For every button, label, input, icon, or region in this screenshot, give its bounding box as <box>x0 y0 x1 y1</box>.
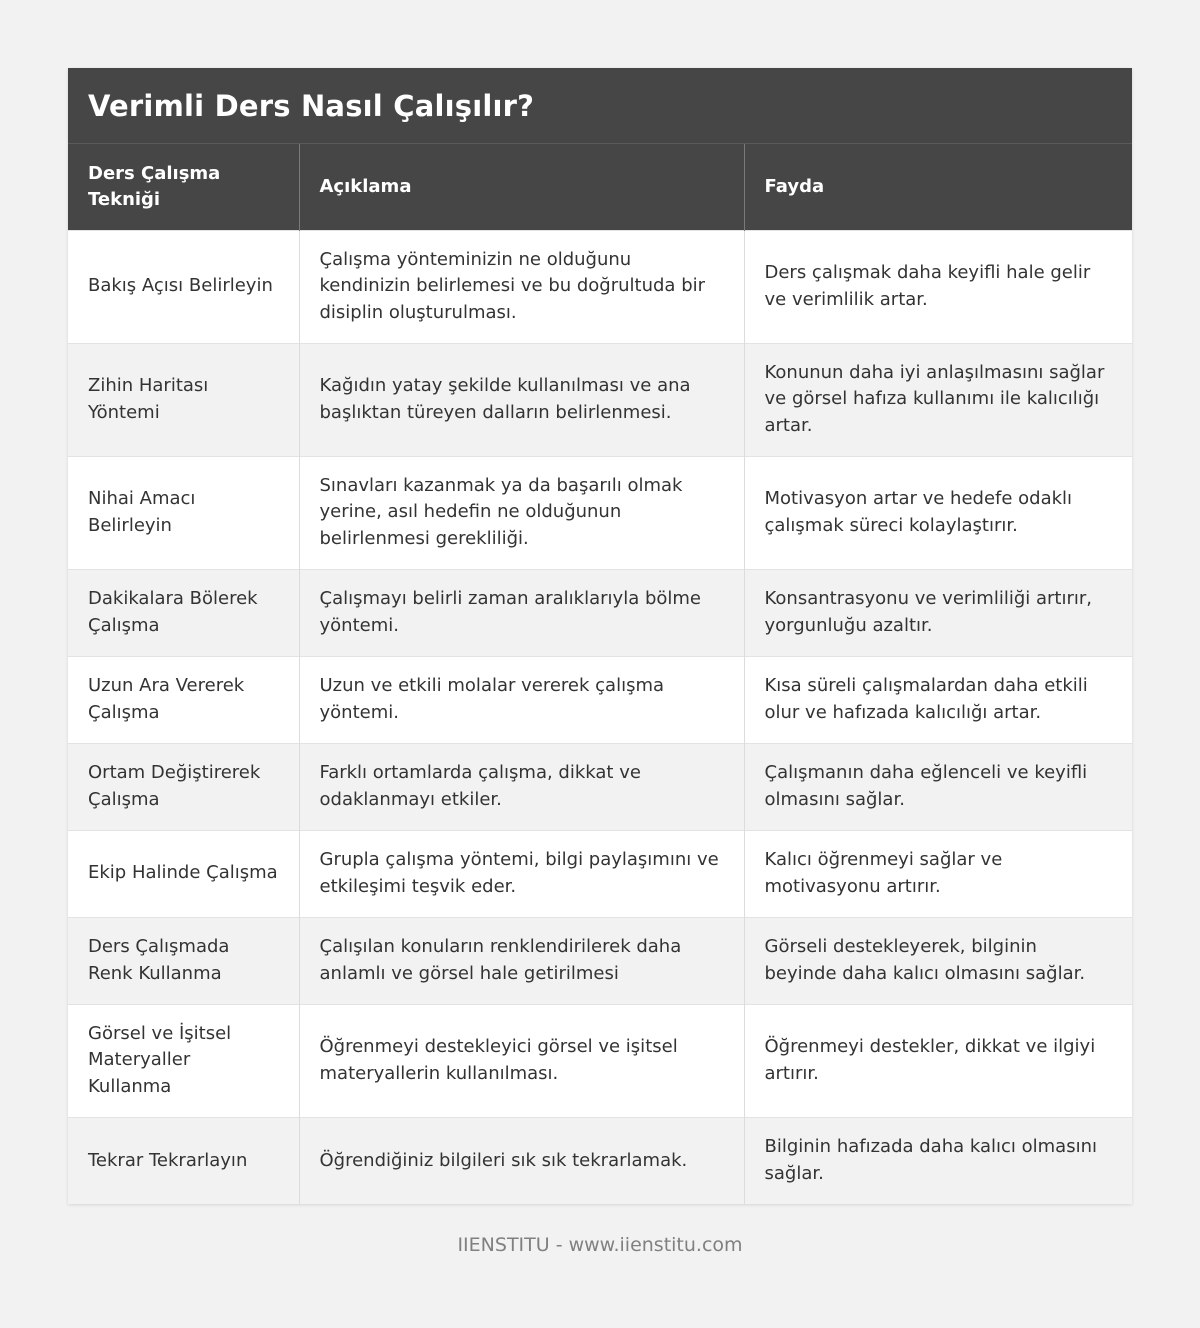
cell-benefit: Kısa süreli çalışmalardan daha etkili olur ve hafızada kalıcılığı artar. <box>744 656 1132 743</box>
cell-benefit: Konunun daha iyi anlaşılmasını sağlar ve görsel hafıza kullanımı ile kalıcılığı artar. <box>744 343 1132 456</box>
cell-benefit: Bilginin hafızada daha kalıcı olmasını sağlar. <box>744 1117 1132 1204</box>
cell-benefit: Ders çalışmak daha keyifli hale gelir ve verimlilik artar. <box>744 230 1132 343</box>
header-row <box>68 144 1132 230</box>
table-row <box>68 1117 1132 1204</box>
cell-description: Farklı ortamlarda çalışma, dikkat ve odaklanmayı etkiler. <box>299 743 744 830</box>
content-card <box>68 68 1132 1204</box>
cell-description: Sınavları kazanmak ya da başarılı olmak yerine, asıl hedefin ne olduğunun belirlenmesi gerekliliği. <box>299 456 744 569</box>
table-row <box>68 343 1132 456</box>
table-row <box>68 1004 1132 1117</box>
table-row <box>68 917 1132 1004</box>
cell-benefit: Çalışmanın daha eğlenceli ve keyifli olmasını sağlar. <box>744 743 1132 830</box>
cell-technique: Zihin Haritası Yöntemi <box>68 343 299 456</box>
cell-description: Grupla çalışma yöntemi, bilgi paylaşımını ve etkileşimi teşvik eder. <box>299 830 744 917</box>
cell-description: Öğrenmeyi destekleyici görsel ve işitsel materyallerin kullanılması. <box>299 1004 744 1117</box>
cell-technique: Ekip Halinde Çalışma <box>68 830 299 917</box>
cell-technique: Nihai Amacı Belirleyin <box>68 456 299 569</box>
cell-technique: Bakış Açısı Belirleyin <box>68 230 299 343</box>
table-row <box>68 656 1132 743</box>
cell-description: Öğrendiğiniz bilgileri sık sık tekrarlamak. <box>299 1117 744 1204</box>
footer-credit: IIENSTITU - www.iienstitu.com <box>457 1234 743 1256</box>
cell-benefit: Kalıcı öğrenmeyi sağlar ve motivasyonu artırır. <box>744 830 1132 917</box>
table-header <box>68 144 1132 230</box>
page-title: Verimli Ders Nasıl Çalışılır? <box>88 88 535 123</box>
cell-description: Çalışmayı belirli zaman aralıklarıyla bölme yöntemi. <box>299 569 744 656</box>
cell-description: Çalışılan konuların renklendirilerek daha anlamlı ve görsel hale getirilmesi <box>299 917 744 1004</box>
table-body <box>68 230 1132 1204</box>
cell-technique: Ortam Değiştirerek Çalışma <box>68 743 299 830</box>
cell-technique: Uzun Ara Vererek Çalışma <box>68 656 299 743</box>
table-row <box>68 830 1132 917</box>
cell-benefit: Öğrenmeyi destekler, dikkat ve ilgiyi artırır. <box>744 1004 1132 1117</box>
header-technique: Ders Çalışma Tekniği <box>68 144 299 230</box>
cell-description: Uzun ve etkili molalar vererek çalışma yöntemi. <box>299 656 744 743</box>
table-row <box>68 456 1132 569</box>
header-description: Açıklama <box>299 144 744 230</box>
techniques-table <box>68 144 1132 1204</box>
cell-benefit: Motivasyon artar ve hedefe odaklı çalışmak süreci kolaylaştırır. <box>744 456 1132 569</box>
table-row <box>68 743 1132 830</box>
cell-benefit: Konsantrasyonu ve verimliliği artırır, yorgunluğu azaltır. <box>744 569 1132 656</box>
cell-technique: Tekrar Tekrarlayın <box>68 1117 299 1204</box>
cell-benefit: Görseli destekleyerek, bilginin beyinde daha kalıcı olmasını sağlar. <box>744 917 1132 1004</box>
cell-description: Çalışma yönteminizin ne olduğunu kendinizin belirlemesi ve bu doğrultuda bir disiplin oluşturulması. <box>299 230 744 343</box>
title-bar <box>68 68 1132 144</box>
cell-technique: Görsel ve İşitsel Materyaller Kullanma <box>68 1004 299 1117</box>
cell-description: Kağıdın yatay şekilde kullanılması ve ana başlıktan türeyen dalların belirlenmesi. <box>299 343 744 456</box>
cell-technique: Dakikalara Bölerek Çalışma <box>68 569 299 656</box>
cell-technique: Ders Çalışmada Renk Kullanma <box>68 917 299 1004</box>
table-row <box>68 569 1132 656</box>
table-row <box>68 230 1132 343</box>
header-benefit: Fayda <box>744 144 1132 230</box>
